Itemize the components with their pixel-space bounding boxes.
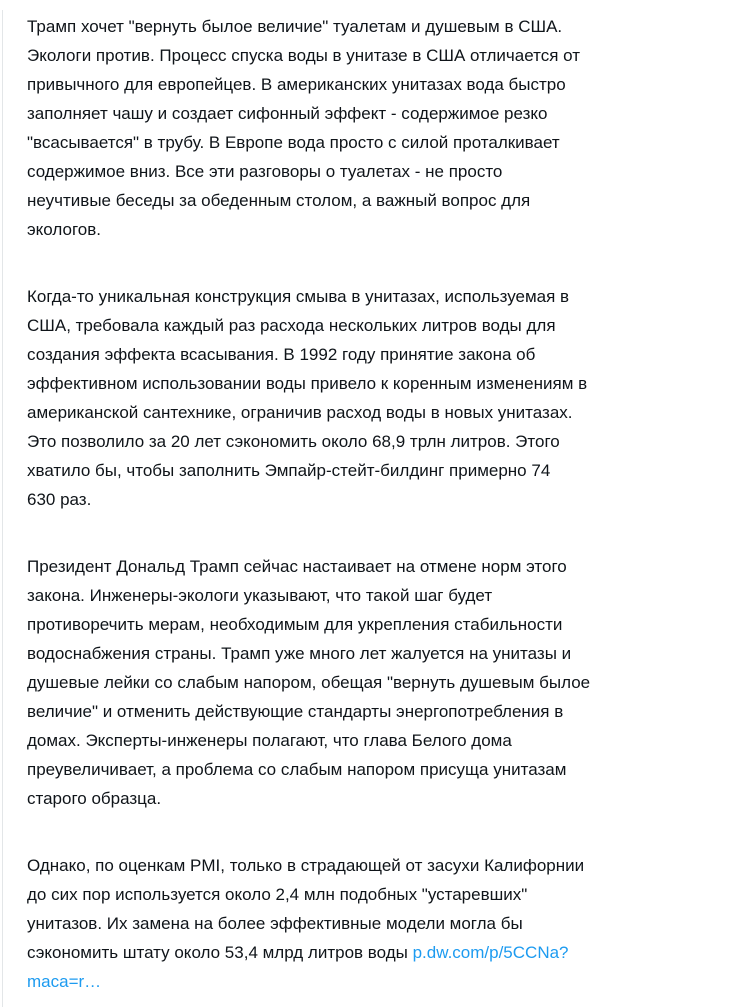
text-segment: содержимое вниз. Все эти разговоры о туалетах - не просто xyxy=(27,162,503,181)
text-segment: Однако, по оценкам PMI, только в страдающей от засухи Калифорнии xyxy=(27,856,585,875)
text-line xyxy=(27,340,736,369)
text-segment: Президент Дональд Трамп сейчас настаивает на отмене норм этого xyxy=(27,557,567,576)
text-segment: заполняет чашу и создает сифонный эффект - содержимое резко xyxy=(27,104,548,123)
text-line xyxy=(27,784,736,813)
text-line xyxy=(27,610,736,639)
text-line xyxy=(27,427,736,456)
text-line xyxy=(27,12,736,41)
text-line xyxy=(27,552,736,581)
text-segment: эффективном использовании воды привело к коренным изменениям в xyxy=(27,374,588,393)
text-line xyxy=(27,851,736,880)
text-segment: старого образца. xyxy=(27,789,162,808)
text-segment: Когда-то уникальная конструкция смыва в унитазах, используемая в xyxy=(27,287,570,306)
text-segment: домах. Эксперты-инженеры полагают, что глава Белого дома xyxy=(27,731,512,750)
text-line xyxy=(27,311,736,340)
text-segment: преувеличивает, а проблема со слабым напором присуща унитазам xyxy=(27,760,567,779)
text-segment: привычного для европейцев. В американских унитазах вода быстро xyxy=(27,75,566,94)
paragraph xyxy=(27,851,736,996)
text-segment: сэкономить штату около 53,4 млрд литров воды xyxy=(27,943,413,962)
text-segment: водоснабжения страны. Трамп уже много лет жалуется на унитазы и xyxy=(27,644,572,663)
text-segment: унитазов. Их замена на более эффективные модели могла бы xyxy=(27,914,523,933)
text-segment: Трамп хочет "вернуть былое величие" туалетам и душевым в США. xyxy=(27,17,563,36)
paragraph xyxy=(27,552,736,813)
text-line xyxy=(27,938,736,967)
text-segment: 630 раз. xyxy=(27,490,92,509)
text-line xyxy=(27,70,736,99)
text-line xyxy=(27,668,736,697)
paragraph xyxy=(27,282,736,514)
text-segment: величие" и отменить действующие стандарты энергопотребления в xyxy=(27,702,564,721)
text-segment: "всасывается" в трубу. В Европе вода просто с силой проталкивает xyxy=(27,133,560,152)
text-line xyxy=(27,581,736,610)
text-line xyxy=(27,282,736,311)
text-line xyxy=(27,157,736,186)
text-line xyxy=(27,398,736,427)
text-line xyxy=(27,456,736,485)
text-line xyxy=(27,909,736,938)
text-line xyxy=(27,755,736,784)
text-line xyxy=(27,639,736,668)
text-segment: создания эффекта всасывания. В 1992 году принятие закона об xyxy=(27,345,536,364)
text-line xyxy=(27,41,736,70)
text-line xyxy=(27,726,736,755)
text-segment: неучтивые беседы за обеденным столом, а важный вопрос для xyxy=(27,191,531,210)
text-line xyxy=(27,215,736,244)
text-line xyxy=(27,128,736,157)
text-line xyxy=(27,485,736,514)
text-segment: хватило бы, чтобы заполнить Эмпайр-стейт-билдинг примерно 74 xyxy=(27,461,551,480)
text-segment: Экологи против. Процесс спуска воды в унитазе в США отличается от xyxy=(27,46,581,65)
text-line xyxy=(27,99,736,128)
text-line xyxy=(27,186,736,215)
text-segment: закона. Инженеры-экологи указывают, что такой шаг будет xyxy=(27,586,493,605)
paragraph xyxy=(27,12,736,244)
text-segment: душевые лейки со слабым напором, обещая "вернуть душевым былое xyxy=(27,673,591,692)
text-segment: Это позволило за 20 лет сэкономить около 68,9 трлн литров. Этого xyxy=(27,432,560,451)
article-link[interactable]: p.dw.com/p/5CCNa? xyxy=(412,943,569,962)
text-segment: до сих пор используется около 2,4 млн подобных "устаревших" xyxy=(27,885,528,904)
text-line xyxy=(27,967,736,996)
text-line xyxy=(27,369,736,398)
text-segment: противоречить мерам, необходимым для укрепления стабильности xyxy=(27,615,563,634)
text-segment: США, требовала каждый раз расхода нескольких литров воды для xyxy=(27,316,556,335)
text-segment: экологов. xyxy=(27,220,101,239)
text-segment: американской сантехнике, ограничив расход воды в новых унитазах. xyxy=(27,403,573,422)
article-link[interactable]: maca=r… xyxy=(27,972,102,991)
text-line xyxy=(27,697,736,726)
text-line xyxy=(27,880,736,909)
left-edge-divider xyxy=(2,10,3,1007)
